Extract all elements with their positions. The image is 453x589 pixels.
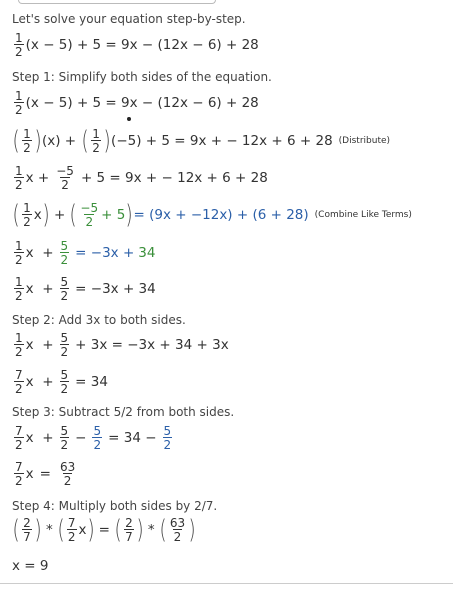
- fraction-5-2: $\frac{5}{2}$: [60, 368, 69, 396]
- fraction-5-2-blue: $\frac{5}{2}$: [93, 424, 102, 452]
- equation-distributed: 1 2 x + $\frac{-5}{2}$ + 5 = 9x + − 12x + 6 + 28: [15, 164, 268, 192]
- fraction-5-2: $\frac{5}{2}$: [60, 239, 69, 267]
- equation-step1-restated: 1 2 (x − 5) + 5 = 9x − (12x − 6) + 28: [15, 89, 259, 117]
- equation-distribute: ( 1 2 ) (x) + ( 1 2 ) (−5) + 5 = 9x + − 12x + 6 + 28 (Distribute): [12, 126, 391, 156]
- fraction-7-2: 7 2: [15, 460, 23, 488]
- fraction-5-2: $\frac{5}{2}$: [60, 275, 69, 303]
- step-4-heading: Step 4: Multiply both sides by 2/7.: [12, 499, 218, 513]
- step-3-heading: Step 3: Subtract 5/2 from both sides.: [12, 405, 235, 419]
- fraction-63-2: 63 2: [169, 516, 186, 544]
- top-bar: [0, 0, 453, 5]
- step-1-heading: Step 1: Simplify both sides of the equation.: [12, 70, 272, 84]
- equation-combined-colored: 1 2 x + $\frac{5}{2}$ = −3x + 34: [15, 239, 156, 267]
- fraction-7-2: 7 2: [15, 424, 23, 452]
- fraction-7-2: 7 2: [15, 368, 23, 396]
- equation-combine: ( 1 2 x ) + ( −5 2 + 5 ) = (9x + −12x) + (6 + 28) (Combine Like Terms): [12, 200, 412, 230]
- fraction-2-7: 2 7: [125, 516, 133, 544]
- step-2-heading: Step 2: Add 3x to both sides.: [12, 313, 186, 327]
- fraction-5-2-blue: $\frac{5}{2}$: [163, 424, 172, 452]
- fraction-1-2: 1 2: [15, 31, 23, 59]
- bottom-divider: [0, 583, 453, 589]
- fraction-5-2: $\frac{5}{2}$: [60, 331, 69, 359]
- fraction-1-2: 1 2: [15, 275, 23, 303]
- fraction-2-7: 2 7: [23, 516, 31, 544]
- fraction-1-2: 1 2: [15, 164, 23, 192]
- equation-simplified: 1 2 x + $\frac{5}{2}$ = −3x + 34: [15, 275, 156, 303]
- equation-after-add: 7 2 x + $\frac{5}{2}$ = 34: [15, 368, 108, 396]
- cursor-dot: [127, 117, 131, 121]
- top-tab: [18, 0, 216, 4]
- equation-after-subtract: 7 2 x = $\frac{63}{2}$: [15, 460, 76, 488]
- equation-add-3x: 1 2 x + $\frac{5}{2}$ + 3x = −3x + 34 + 3x: [15, 331, 229, 359]
- fraction-63-2: $\frac{63}{2}$: [59, 460, 76, 488]
- fraction-1-2: 1 2: [92, 127, 100, 155]
- equation-multiply: ( 2 7 ) * ( 7 2 x ) = ( 2 7 ) * ( 63 2 ): [12, 515, 196, 545]
- fraction-7-2: 7 2: [67, 516, 76, 544]
- fraction-1-2: 1 2: [15, 239, 23, 267]
- fraction-1-2: 1 2: [23, 201, 31, 229]
- intro-text: Let's solve your equation step-by-step.: [12, 12, 246, 26]
- equation-subtract: 7 2 x + $\frac{5}{2}$ − $\frac{5}{2}$ = 34 − $\frac{5}{2}$: [15, 424, 172, 452]
- fraction-1-2: 1 2: [15, 89, 23, 117]
- fraction-neg5-2: $\frac{-5}{2}$: [56, 164, 74, 192]
- fraction-1-2: 1 2: [23, 127, 31, 155]
- fraction-1-2: 1 2: [15, 331, 23, 359]
- equation-original: 1 2 (x − 5) + 5 = 9x − (12x − 6) + 28: [15, 31, 259, 59]
- fraction-5-2: $\frac{5}{2}$: [60, 424, 69, 452]
- fraction-neg5-2: −5 2: [80, 201, 99, 229]
- final-answer: x = 9: [12, 558, 49, 574]
